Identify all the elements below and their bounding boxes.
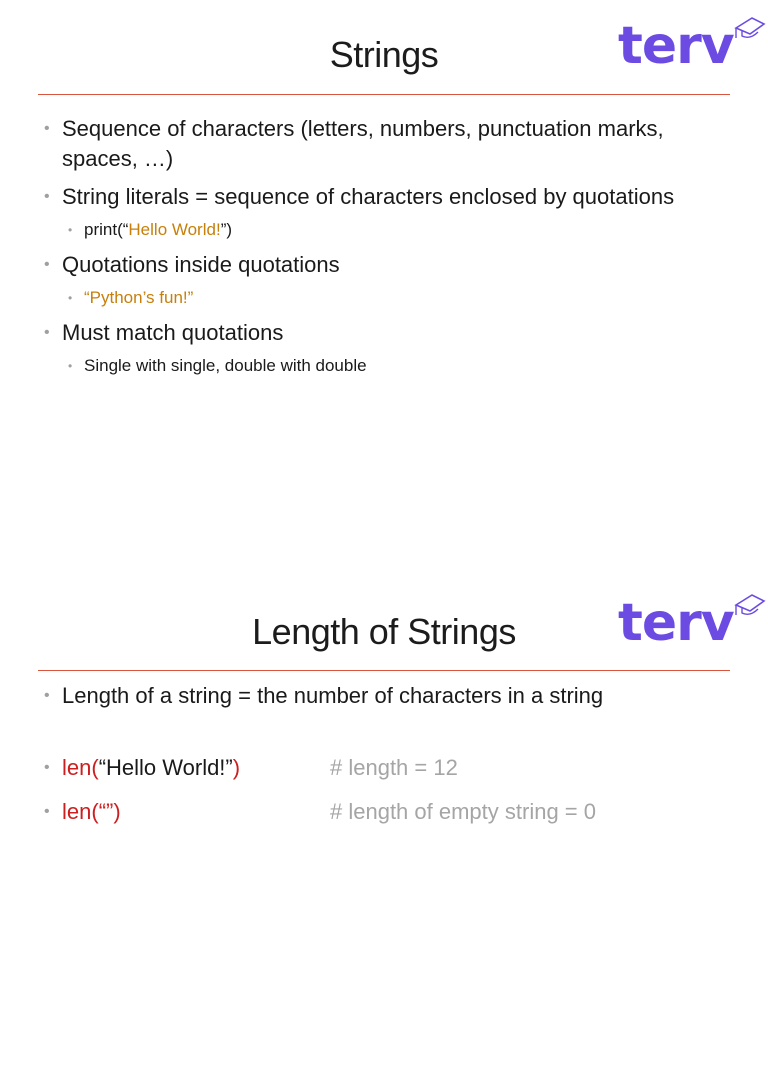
bullet-item: • Sequence of characters (letters, numbers, punctuation marks, spaces, …): [44, 114, 738, 174]
terv-logo: [618, 14, 768, 86]
code-comment: # length of empty string = 0: [330, 799, 596, 824]
sub-bullet-item: • “Python’s fun!”: [44, 286, 738, 310]
logo-text: terv: [618, 16, 734, 76]
slide-title: Length of Strings: [252, 611, 516, 652]
title-divider: [38, 94, 730, 95]
code-func: len(: [62, 755, 99, 780]
code-func: ): [232, 755, 241, 780]
code-func: len(: [62, 799, 99, 824]
graduation-cap-icon: [732, 591, 768, 621]
code-text: ”): [220, 220, 233, 239]
code-comment: # length = 12: [330, 755, 458, 780]
code-example-row: [44, 797, 738, 827]
sub-bullet-item: [44, 218, 738, 242]
bullet-item: • Must match quotations: [44, 318, 738, 348]
graduation-cap-icon: [732, 14, 768, 44]
sub-bullet-item: • Single with single, double with double: [44, 354, 738, 378]
slide-strings: [0, 0, 768, 500]
bullet-list: [44, 681, 738, 841]
slide-length-of-strings: [0, 575, 768, 1075]
bullet-list: [44, 114, 738, 386]
code-func: ): [113, 799, 121, 824]
title-divider: [38, 670, 730, 671]
code-arg: “”: [98, 799, 114, 824]
code-arg: “Hello World!”: [98, 755, 233, 780]
bullet-item: • Quotations inside quotations: [44, 250, 738, 280]
code-text: print(“: [84, 220, 129, 239]
logo-text: terv: [618, 593, 734, 653]
bullet-item: • Length of a string = the number of characters in a string: [44, 681, 738, 711]
code-example-row: [44, 753, 738, 783]
slide-title: Strings: [329, 34, 439, 75]
terv-logo: [618, 591, 768, 663]
bullet-item: • String literals = sequence of characters enclosed by quotations: [44, 182, 738, 212]
string-literal: Hello World!: [128, 220, 221, 239]
spacer: [44, 719, 738, 753]
